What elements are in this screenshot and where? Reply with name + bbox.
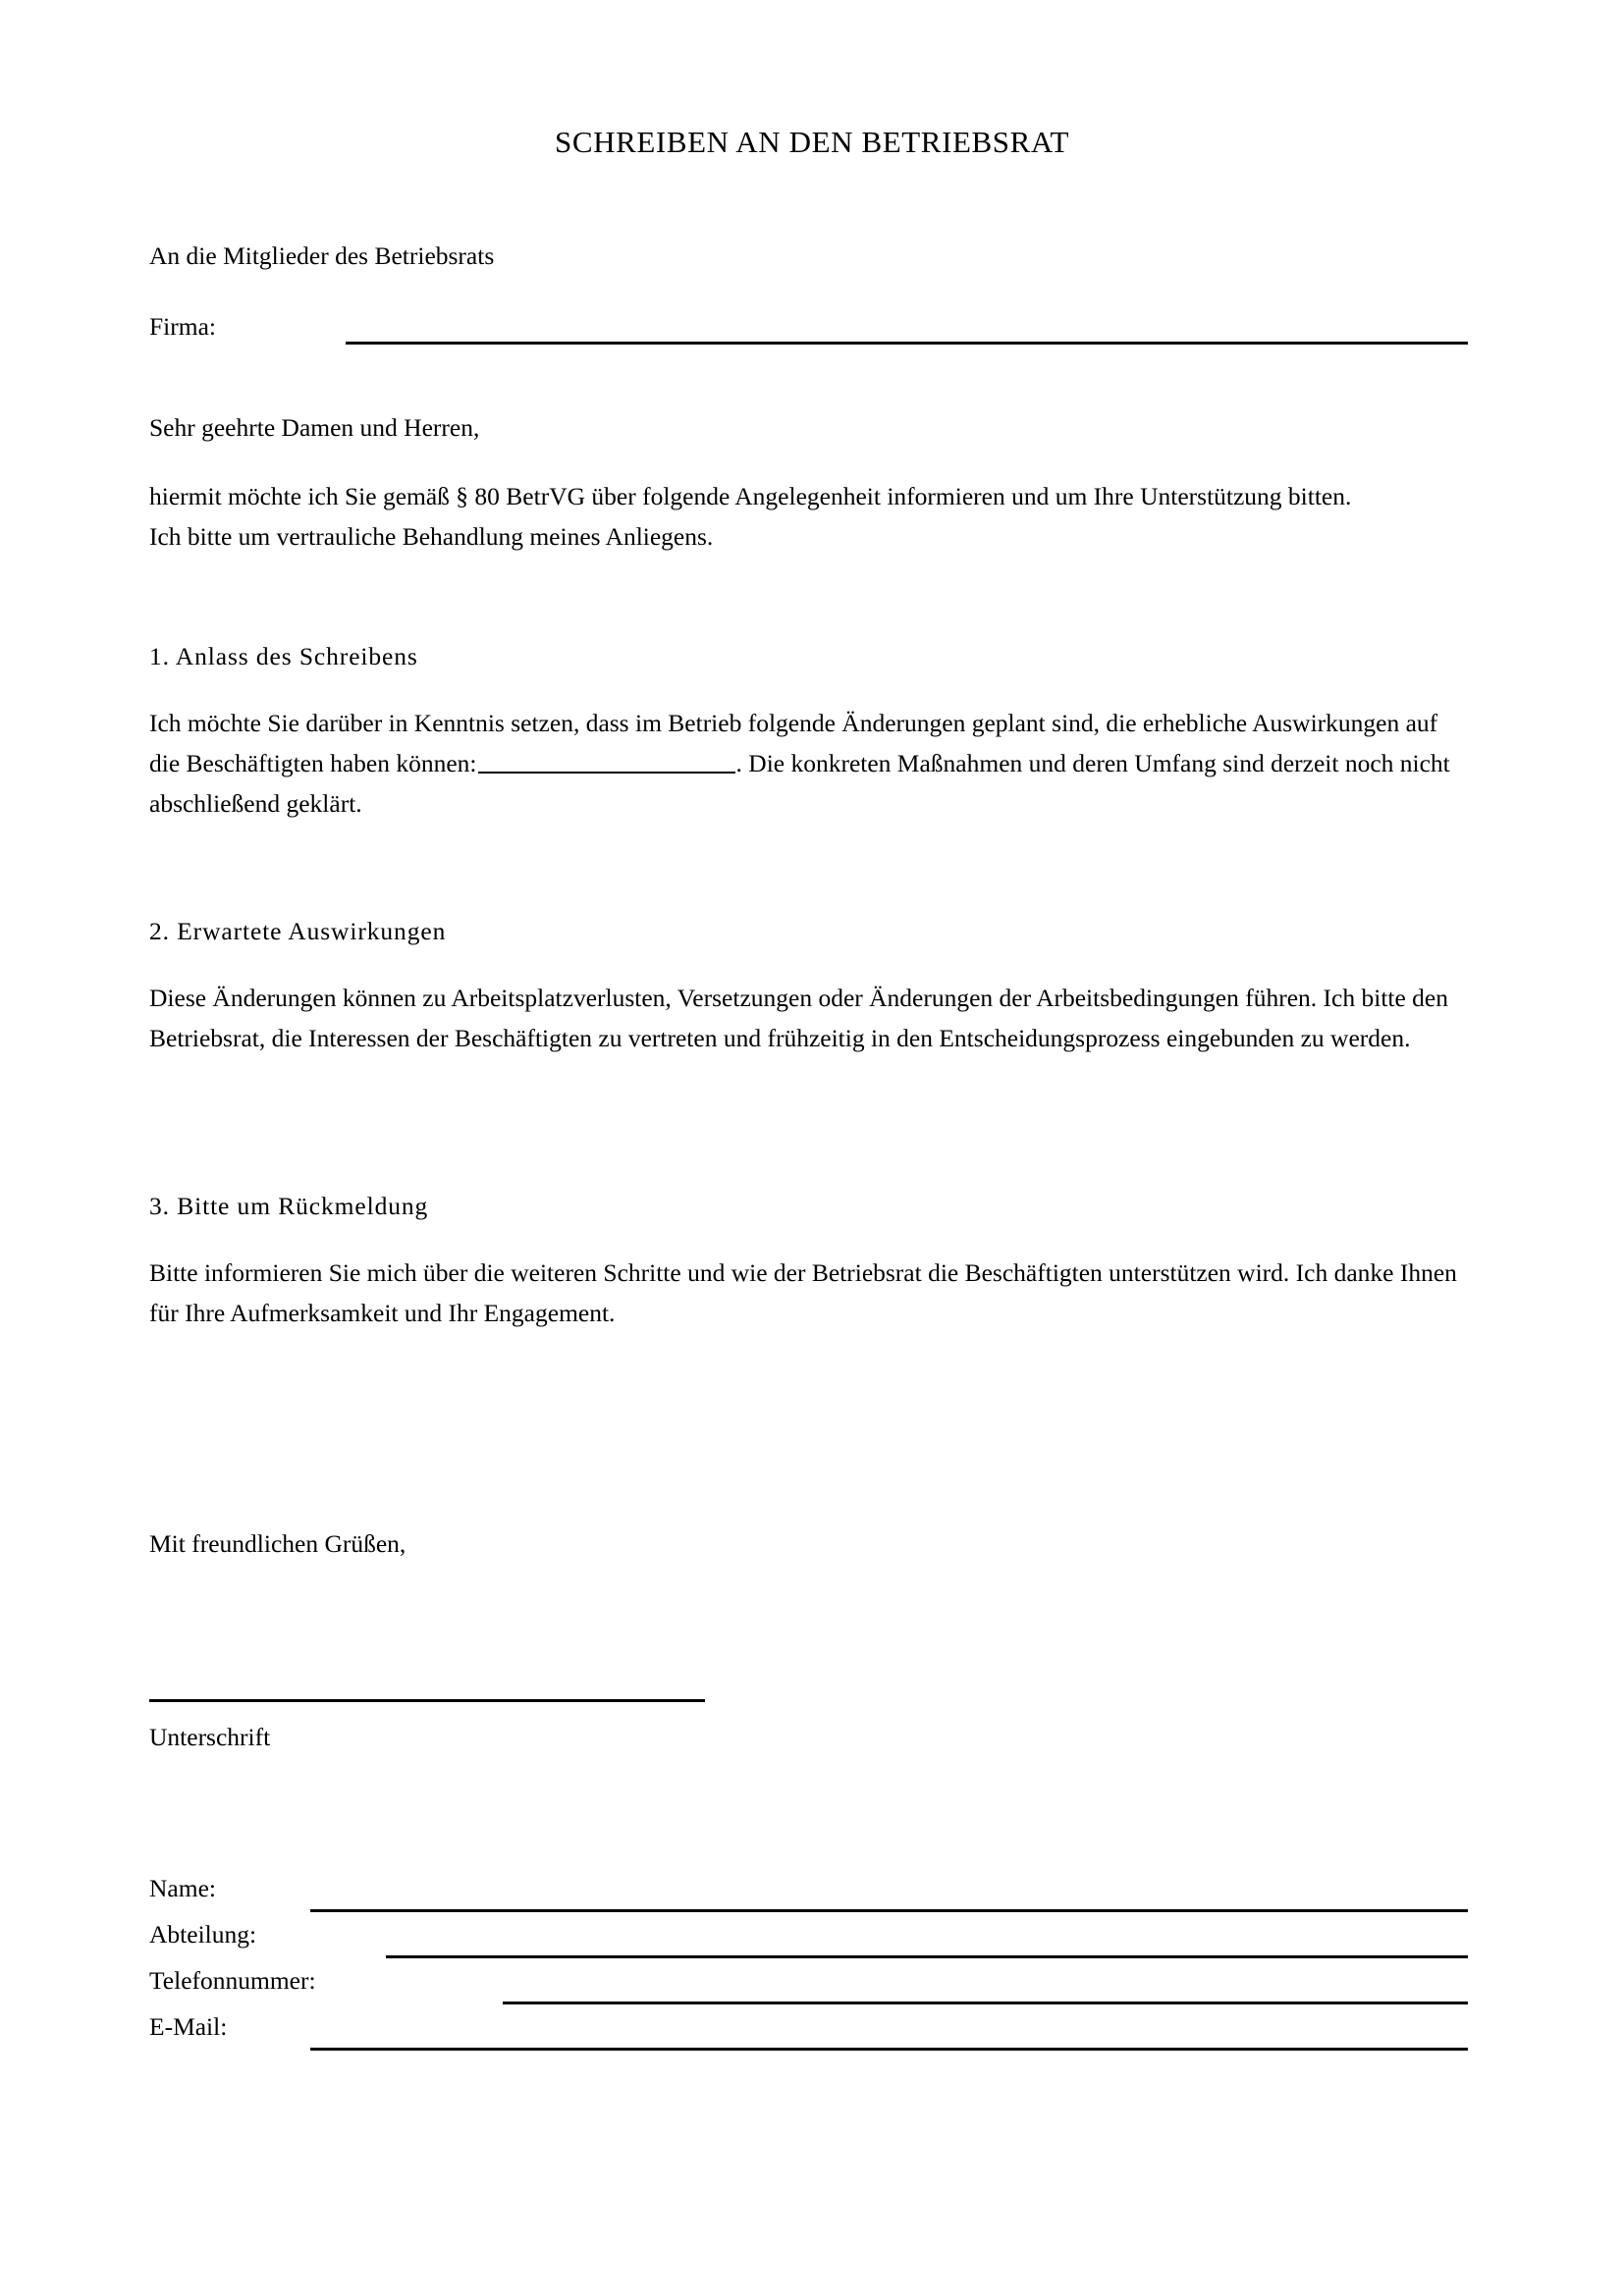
- company-field-line[interactable]: [346, 342, 1468, 345]
- company-field-label: Firma:: [149, 312, 216, 341]
- section-1-paragraph: [149, 703, 1470, 824]
- section-1-heading: 1. Anlass des Schreibens: [149, 642, 418, 670]
- contact-field-line-email[interactable]: [310, 2048, 1468, 2051]
- signature-label: Unterschrift: [149, 1723, 271, 1751]
- salutation-text: Sehr geehrte Damen und Herren,: [149, 413, 480, 442]
- signature-line[interactable]: [149, 1699, 705, 1702]
- section-1-text-before-blank: Ich möchte Sie darüber in Kenntnis setzen, dass im Betrieb folgende Änderungen geplant sind, die erhebliche Auswirkungen auf die Beschäftigten haben können:: [149, 709, 1438, 777]
- recipient-line: [149, 236, 1470, 276]
- section-2-body: [149, 978, 1470, 1058]
- closing-line: [149, 1523, 1470, 1564]
- section-3-body: [149, 1253, 1470, 1333]
- contact-field-label-telefonnummer: Telefonnummer:: [149, 1966, 316, 1995]
- section-1-body: [149, 703, 1470, 824]
- intro-paragraph: [149, 476, 1470, 557]
- intro-line-2: Ich bitte um vertrauliche Behandlung meines Anliegens.: [149, 522, 714, 551]
- section-2-heading: 2. Erwartete Auswirkungen: [149, 917, 447, 945]
- recipient-text: An die Mitglieder des Betriebsrats: [149, 241, 495, 270]
- section-2-paragraph: Diese Änderungen können zu Arbeitsplatzverlusten, Versetzungen oder Änderungen der Arbeitsbedingungen führen. Ich bitte den Betriebsrat, die Interessen der Beschäftigten zu vertreten und frühzeitig in den Entscheidungsprozess eingebunden zu werden.: [149, 984, 1448, 1052]
- contact-field-line-abteilung[interactable]: [386, 1955, 1468, 1958]
- salutation: [149, 407, 1470, 448]
- closing-text: Mit freundlichen Grüßen,: [149, 1529, 406, 1558]
- section-3-heading: 3. Bitte um Rückmeldung: [149, 1192, 429, 1220]
- contact-field-label-name: Name:: [149, 1874, 216, 1902]
- section-1-inline-blank-field[interactable]: [478, 772, 735, 774]
- section-3-paragraph: Bitte informieren Sie mich über die weiteren Schritte und wie der Betriebsrat die Beschäftigten unterstützen wird. Ich danke Ihnen für Ihre Aufmerksamkeit und Ihr Engagement.: [149, 1258, 1457, 1327]
- page-title: SCHREIBEN AN DEN BETRIEBSRAT: [554, 125, 1070, 159]
- contact-field-label-abteilung: Abteilung:: [149, 1920, 257, 1949]
- intro-line-1: hiermit möchte ich Sie gemäß § 80 BetrVG über folgende Angelegenheit informieren und um Ihre Unterstützung bitten.: [149, 482, 1352, 510]
- contact-field-label-email: E-Mail:: [149, 2012, 228, 2041]
- contact-field-line-telefonnummer[interactable]: [503, 2002, 1468, 2004]
- section-1-text-after-blank: . Die konkreten Maßnahmen und deren Umfang sind derzeit noch nicht abschließend geklärt.: [149, 749, 1450, 818]
- contact-field-line-name[interactable]: [310, 1909, 1468, 1912]
